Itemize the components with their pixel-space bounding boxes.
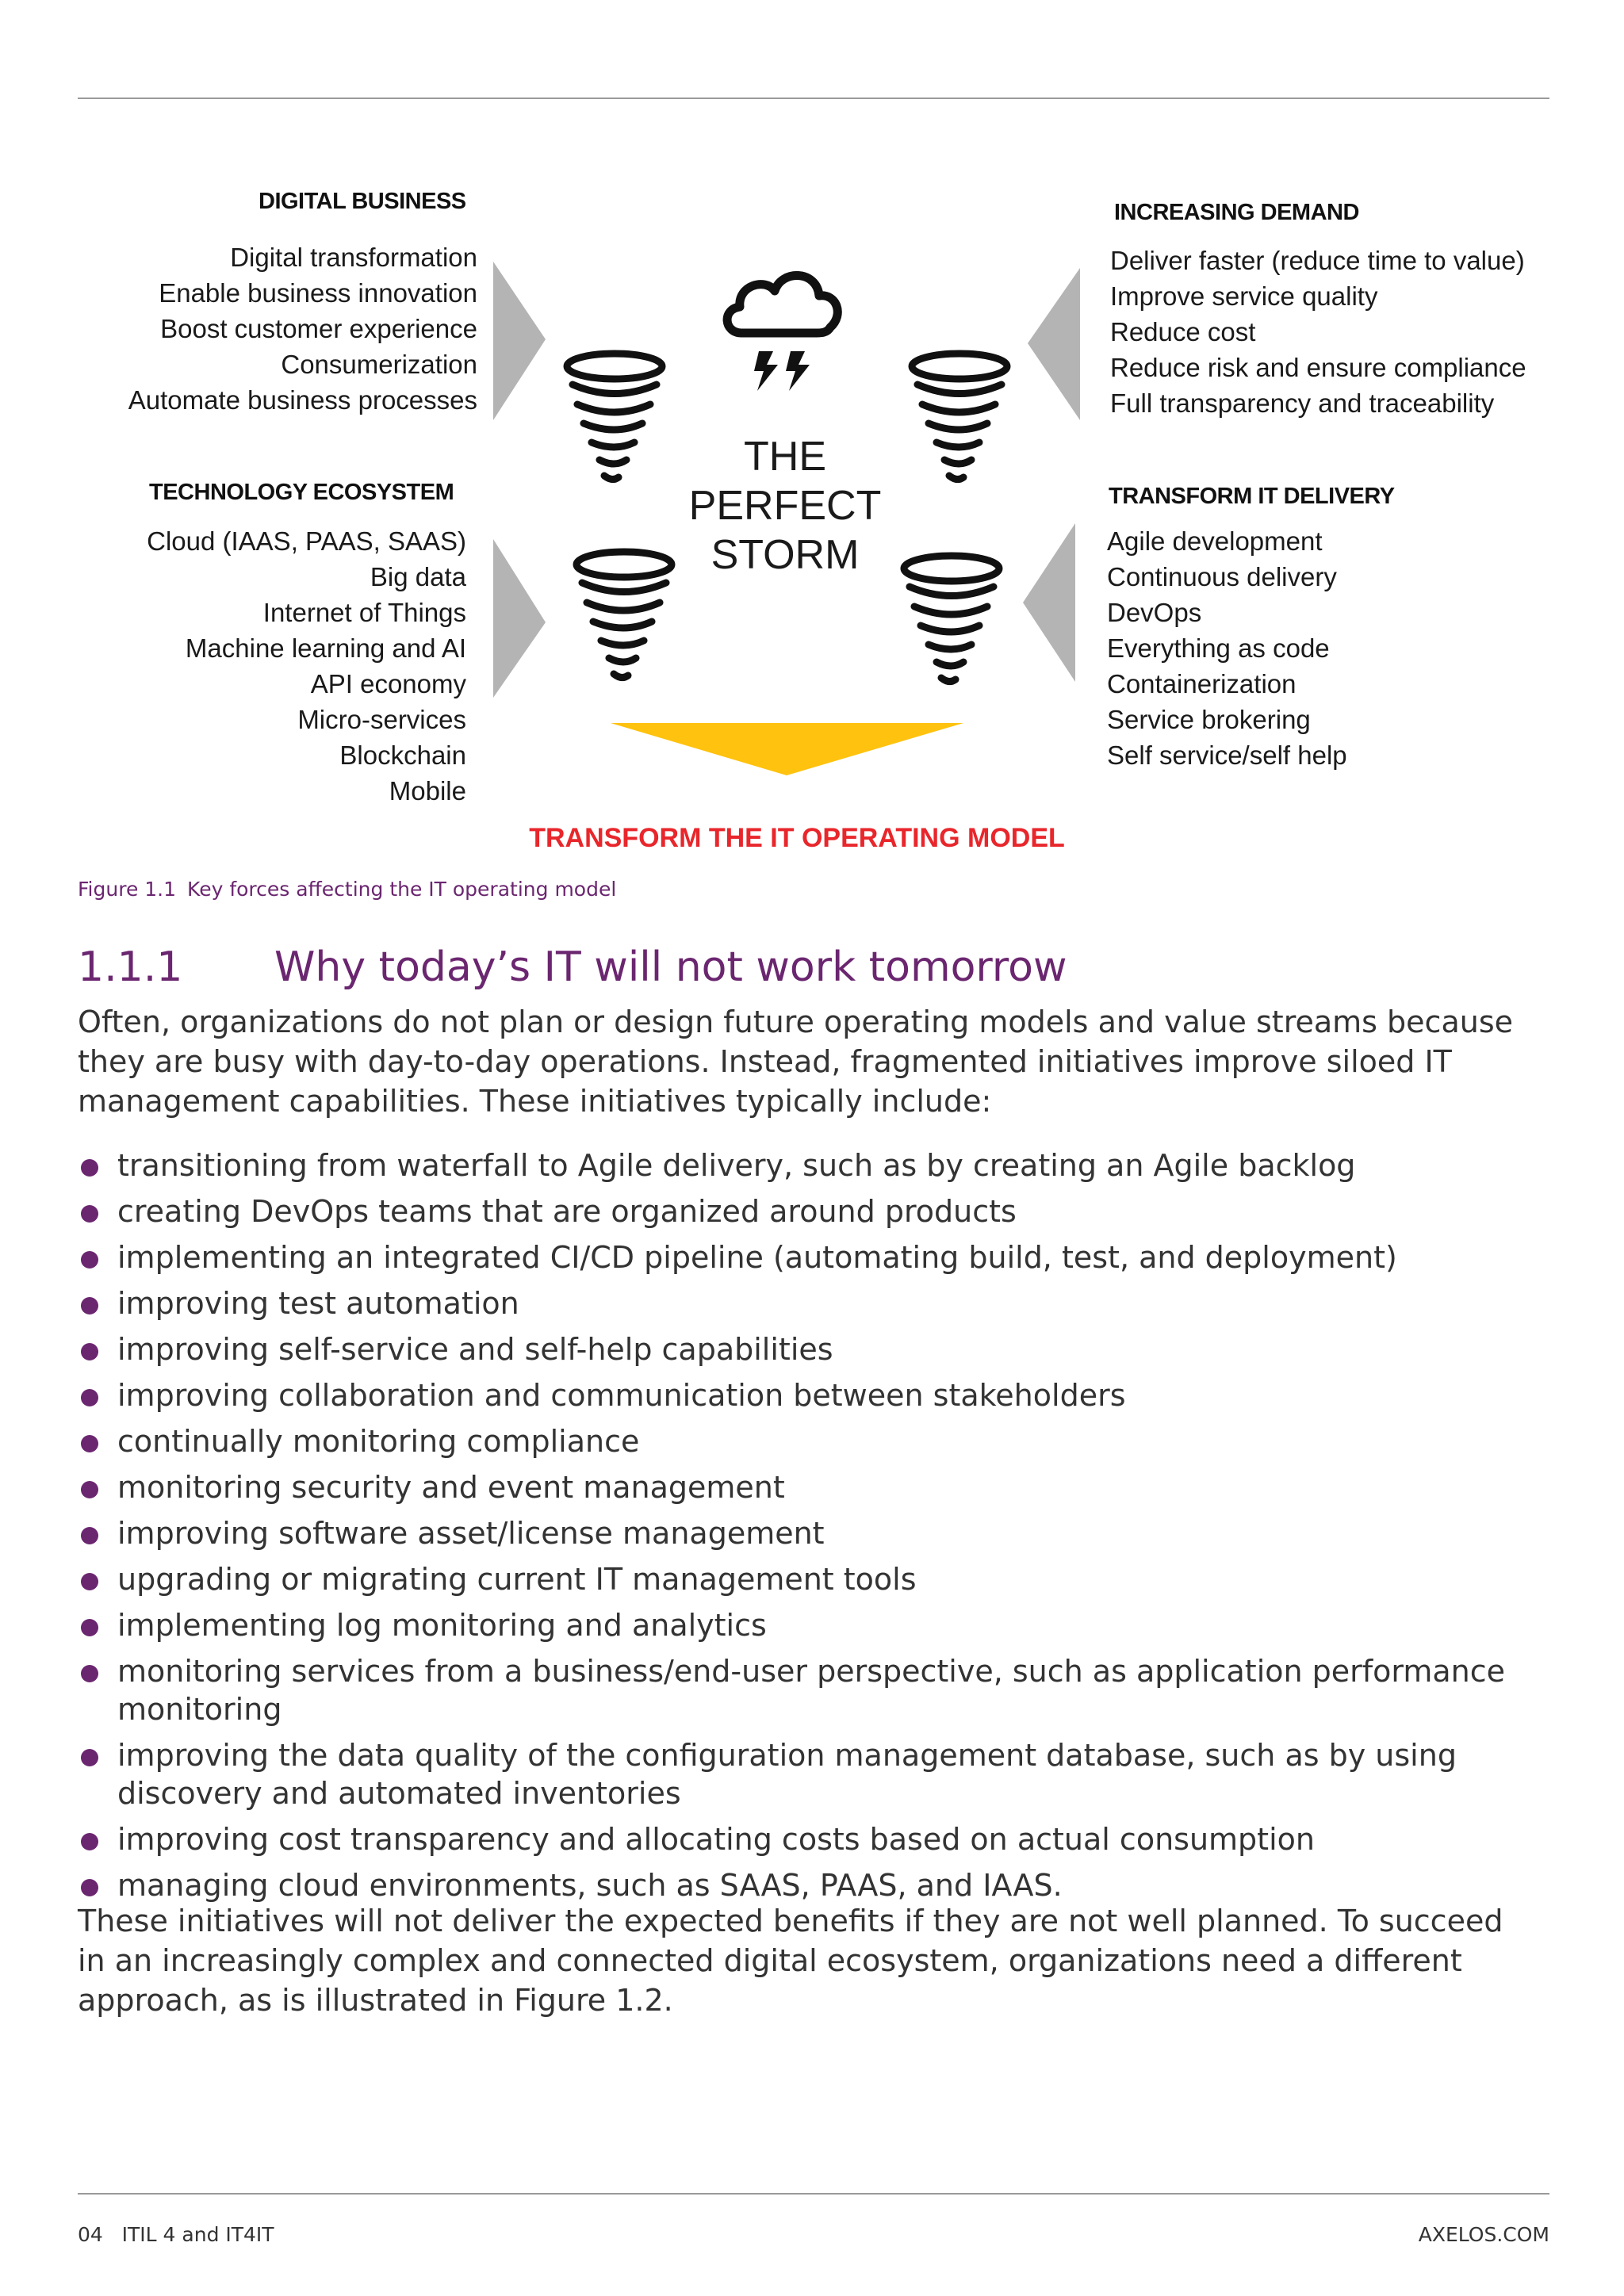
initiative-bullet: transitioning from waterfall to Agile delivery, such as by creating an Agile backlog bbox=[78, 1146, 1553, 1184]
page-number: 04 bbox=[78, 2223, 103, 2246]
increasing-demand-item: Deliver faster (reduce time to value) bbox=[1110, 246, 1525, 275]
technology-ecosystem-heading: TECHNOLOGY ECOSYSTEM bbox=[149, 480, 454, 505]
initiative-bullet: improving test automation bbox=[78, 1284, 1553, 1322]
section-title: Why today’s IT will not work tomorrow bbox=[274, 943, 1067, 991]
increasing-demand-item: Reduce risk and ensure compliance bbox=[1110, 353, 1526, 382]
technology-ecosystem-item: API economy bbox=[310, 669, 466, 698]
tornado-icon-1 bbox=[555, 349, 674, 492]
technology-ecosystem-list bbox=[147, 523, 466, 809]
doc-title: ITIL 4 and IT4IT bbox=[121, 2223, 274, 2246]
initiative-bullet: improving software asset/license management bbox=[78, 1514, 1553, 1552]
digital-business-item: Digital transformation bbox=[230, 243, 477, 272]
increasing-demand-item: Improve service quality bbox=[1110, 281, 1378, 311]
initiatives-list bbox=[78, 1146, 1553, 1912]
technology-ecosystem-item: Mobile bbox=[389, 776, 466, 806]
technology-ecosystem-item: Machine learning and AI bbox=[185, 633, 466, 663]
initiative-bullet: implementing log monitoring and analytics bbox=[78, 1606, 1553, 1644]
initiative-bullet: monitoring security and event management bbox=[78, 1468, 1553, 1506]
operating-model-label: TRANSFORM THE IT OPERATING MODEL bbox=[529, 823, 1065, 853]
digital-business-item: Automate business processes bbox=[128, 385, 477, 415]
figure-perfect-storm bbox=[0, 0, 1624, 872]
initiative-bullet: improving cost transparency and allocating costs based on actual consumption bbox=[78, 1820, 1553, 1858]
technology-ecosystem-item: Blockchain bbox=[339, 740, 466, 770]
initiative-bullet: improving self-service and self-help capabilities bbox=[78, 1330, 1553, 1368]
bottom-rule bbox=[78, 2193, 1549, 2195]
initiative-bullet: improving the data quality of the configuration management database, such as by using discovery and automated inventories bbox=[78, 1736, 1553, 1812]
arrow-left-bottom bbox=[1023, 523, 1078, 682]
storm-cloud-icon bbox=[718, 258, 852, 392]
storm-title-line-3: STORM bbox=[710, 532, 860, 578]
tornado-icon-2 bbox=[900, 349, 1019, 492]
transform-it-delivery-item: Self service/self help bbox=[1107, 740, 1347, 770]
technology-ecosystem-item: Internet of Things bbox=[262, 598, 466, 627]
conclusion-paragraph: These initiatives will not deliver the expected benefits if they are not well planned. To succeed in an increasingly complex and connected digital ecosystem, organizations need a different approach, as is illustrated in Figure 1.2. bbox=[78, 1904, 1503, 2018]
technology-ecosystem-item: Cloud (IAAS, PAAS, SAAS) bbox=[147, 526, 466, 556]
arrow-left-top bbox=[1028, 268, 1083, 427]
storm-title-line-1: THE bbox=[744, 434, 826, 480]
figure-caption-text: Key forces affecting the IT operating model bbox=[187, 878, 617, 901]
intro-paragraph: Often, organizations do not plan or design future operating models and value streams because they are busy with day-to-day operations. Instead, fragmented initiatives improve siloed IT management capabilities. These initiatives typically include: bbox=[78, 1004, 1513, 1119]
transform-it-delivery-heading: TRANSFORM IT DELIVERY bbox=[1109, 484, 1395, 509]
digital-business-item: Consumerization bbox=[281, 350, 477, 379]
transform-it-delivery-item: DevOps bbox=[1107, 598, 1202, 627]
initiative-bullet: continually monitoring compliance bbox=[78, 1422, 1553, 1460]
digital-business-heading: DIGITAL BUSINESS bbox=[259, 189, 466, 214]
yellow-down-arrow bbox=[611, 723, 967, 779]
initiative-bullet: improving collaboration and communication between stakeholders bbox=[78, 1376, 1553, 1414]
section-heading bbox=[78, 943, 1067, 991]
digital-business-item: Enable business innovation bbox=[159, 278, 477, 308]
digital-business-list bbox=[128, 239, 477, 418]
increasing-demand-heading: INCREASING DEMAND bbox=[1114, 200, 1359, 225]
arrow-right-top bbox=[493, 262, 549, 420]
figure-caption bbox=[78, 878, 616, 901]
section-number: 1.1.1 bbox=[78, 943, 183, 991]
initiative-bullet: managing cloud environments, such as SAAS, PAAS, and IAAS. bbox=[78, 1866, 1553, 1904]
figure-caption-label: Figure 1.1 bbox=[78, 878, 177, 901]
transform-it-delivery-item: Agile development bbox=[1107, 526, 1323, 556]
transform-it-delivery-item: Continuous delivery bbox=[1107, 562, 1337, 591]
arrow-right-bottom bbox=[493, 539, 549, 698]
increasing-demand-list bbox=[1110, 243, 1526, 421]
initiative-bullet: upgrading or migrating current IT management tools bbox=[78, 1560, 1553, 1598]
digital-business-item: Boost customer experience bbox=[160, 314, 477, 343]
transform-it-delivery-item: Containerization bbox=[1107, 669, 1297, 698]
technology-ecosystem-item: Big data bbox=[370, 562, 466, 591]
increasing-demand-item: Full transparency and traceability bbox=[1110, 388, 1495, 418]
technology-ecosystem-item: Micro-services bbox=[297, 705, 466, 734]
transform-it-delivery-list bbox=[1107, 523, 1347, 773]
storm-title bbox=[658, 432, 912, 580]
initiative-bullet: creating DevOps teams that are organized around products bbox=[78, 1192, 1553, 1230]
transform-it-delivery-item: Service brokering bbox=[1107, 705, 1311, 734]
initiative-bullet: monitoring services from a business/end-user perspective, such as application performance monitoring bbox=[78, 1652, 1553, 1728]
footer-site: AXELOS.COM bbox=[1418, 2223, 1549, 2246]
initiative-bullet: implementing an integrated CI/CD pipeline (automating build, test, and deployment) bbox=[78, 1238, 1553, 1276]
storm-title-line-2: PERFECT bbox=[688, 483, 882, 529]
increasing-demand-item: Reduce cost bbox=[1110, 317, 1256, 346]
transform-it-delivery-item: Everything as code bbox=[1107, 633, 1330, 663]
footer-left bbox=[78, 2223, 274, 2246]
